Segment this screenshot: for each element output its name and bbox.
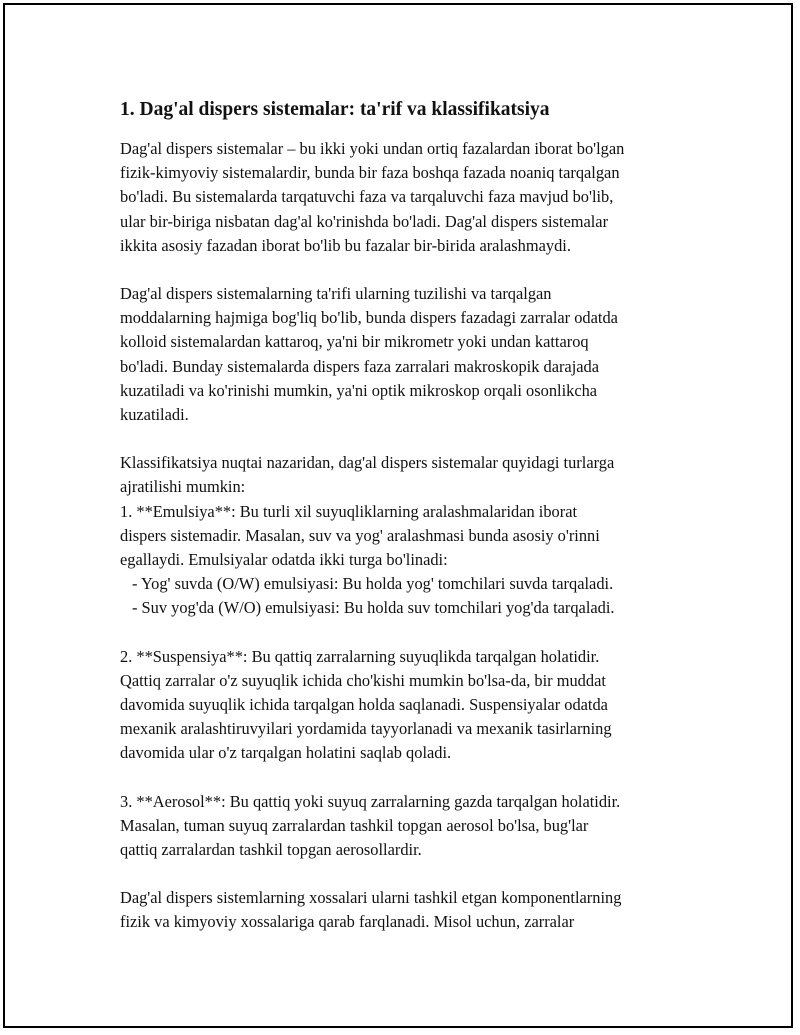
text-line: egallaydi. Emulsiyalar odatda ikki turga bo'linadi: — [120, 550, 448, 570]
text-line: bo'ladi. Bu sistemalarda tarqatuvchi faza va tarqaluvchi faza mavjud bo'lib, — [120, 187, 614, 207]
text-line: Dag'al dispers sistemlarning xossalari ularni tashkil etgan komponentlarning — [120, 888, 622, 908]
text-line: Masalan, tuman suyuq zarralardan tashkil topgan aerosol bo'lsa, bug'lar — [120, 815, 589, 835]
text-line: 3. **Aerosol**: Bu qattiq yoki suyuq zarralarning gazda tarqalgan holatidir. — [120, 791, 621, 811]
paragraph-properties — [120, 886, 700, 934]
paragraph-aerosol — [120, 790, 700, 863]
text-line: dispers sistemadir. Masalan, suv va yog' aralashmasi bunda asosiy o'rinni — [120, 525, 600, 545]
text-line: kuzatiladi va ko'rinishi mumkin, ya'ni optik mikroskop orqali osonlikcha — [120, 380, 598, 400]
paragraph-definition — [120, 137, 700, 258]
text-line: 2. **Suspensiya**: Bu qattiq zarralarning suyuqlikda tarqalgan holatidir. — [120, 646, 600, 666]
text-line: kolloid sistemalardan kattaroq, ya'ni bir mikrometr yoki undan kattaroq — [120, 332, 589, 352]
list-item: - Yog' suvda (O/W) emulsiyasi: Bu holda yog' tomchilari suvda tarqaladi. — [132, 574, 614, 594]
paragraph-suspension — [120, 645, 700, 766]
document-page — [3, 3, 793, 1028]
text-line: ikkita asosiy fazadan iborat bo'lib bu fazalar bir-birida aralashmaydi. — [120, 235, 571, 255]
text-line: Dag'al dispers sistemalarning ta'rifi ularning tuzilishi va tarqalgan — [120, 284, 552, 304]
text-line: fizik-kimyoviy sistemalardir, bunda bir faza boshqa fazada noaniq tarqalgan — [120, 163, 620, 183]
page-title: 1. Dag'al dispers sistemalar: ta'rif va klassifikatsiya — [120, 99, 550, 120]
paragraph-classification — [120, 451, 700, 620]
text-line: Klassifikatsiya nuqtai nazaridan, dag'al dispers sistemalar quyidagi turlarga — [120, 453, 615, 473]
text-line: 1. **Emulsiya**: Bu turli xil suyuqliklarning aralashmalaridan iborat — [120, 501, 578, 521]
text-line: fizik va kimyoviy xossalariga qarab farqlanadi. Misol uchun, zarralar — [120, 912, 575, 932]
text-line: ular bir-biriga nisbatan dag'al ko'rinishda bo'ladi. Dag'al dispers sistemalar — [120, 211, 609, 231]
text-line: qattiq zarralardan tashkil topgan aerosollardir. — [120, 840, 422, 860]
text-line: moddalarning hajmiga bog'liq bo'lib, bunda dispers fazadagi zarralar odatda — [120, 308, 618, 328]
document-content — [120, 97, 700, 959]
text-line: bo'ladi. Bunday sistemalarda dispers faza zarralari makroskopik darajada — [120, 356, 600, 376]
text-line: davomida suyuqlik ichida tarqalgan holda saqlanadi. Suspensiyalar odatda — [120, 695, 608, 715]
text-line: kuzatiladi. — [120, 405, 189, 425]
text-line: mexanik aralashtiruvyilari yordamida tayyorlanadi va mexanik tasirlarning — [120, 719, 612, 739]
text-line: davomida ular o'z tarqalgan holatini saqlab qoladi. — [120, 743, 452, 763]
text-line: Qattiq zarralar o'z suyuqlik ichida cho'kishi mumkin bo'lsa-da, bir muddat — [120, 670, 606, 690]
paragraph-structure — [120, 282, 700, 427]
text-line: Dag'al dispers sistemalar – bu ikki yoki undan ortiq fazalardan iborat bo'lgan — [120, 139, 625, 158]
list-item: - Suv yog'da (W/O) emulsiyasi: Bu holda suv tomchilari yog'da tarqaladi. — [132, 598, 615, 618]
text-line: ajratilishi mumkin: — [120, 477, 246, 497]
